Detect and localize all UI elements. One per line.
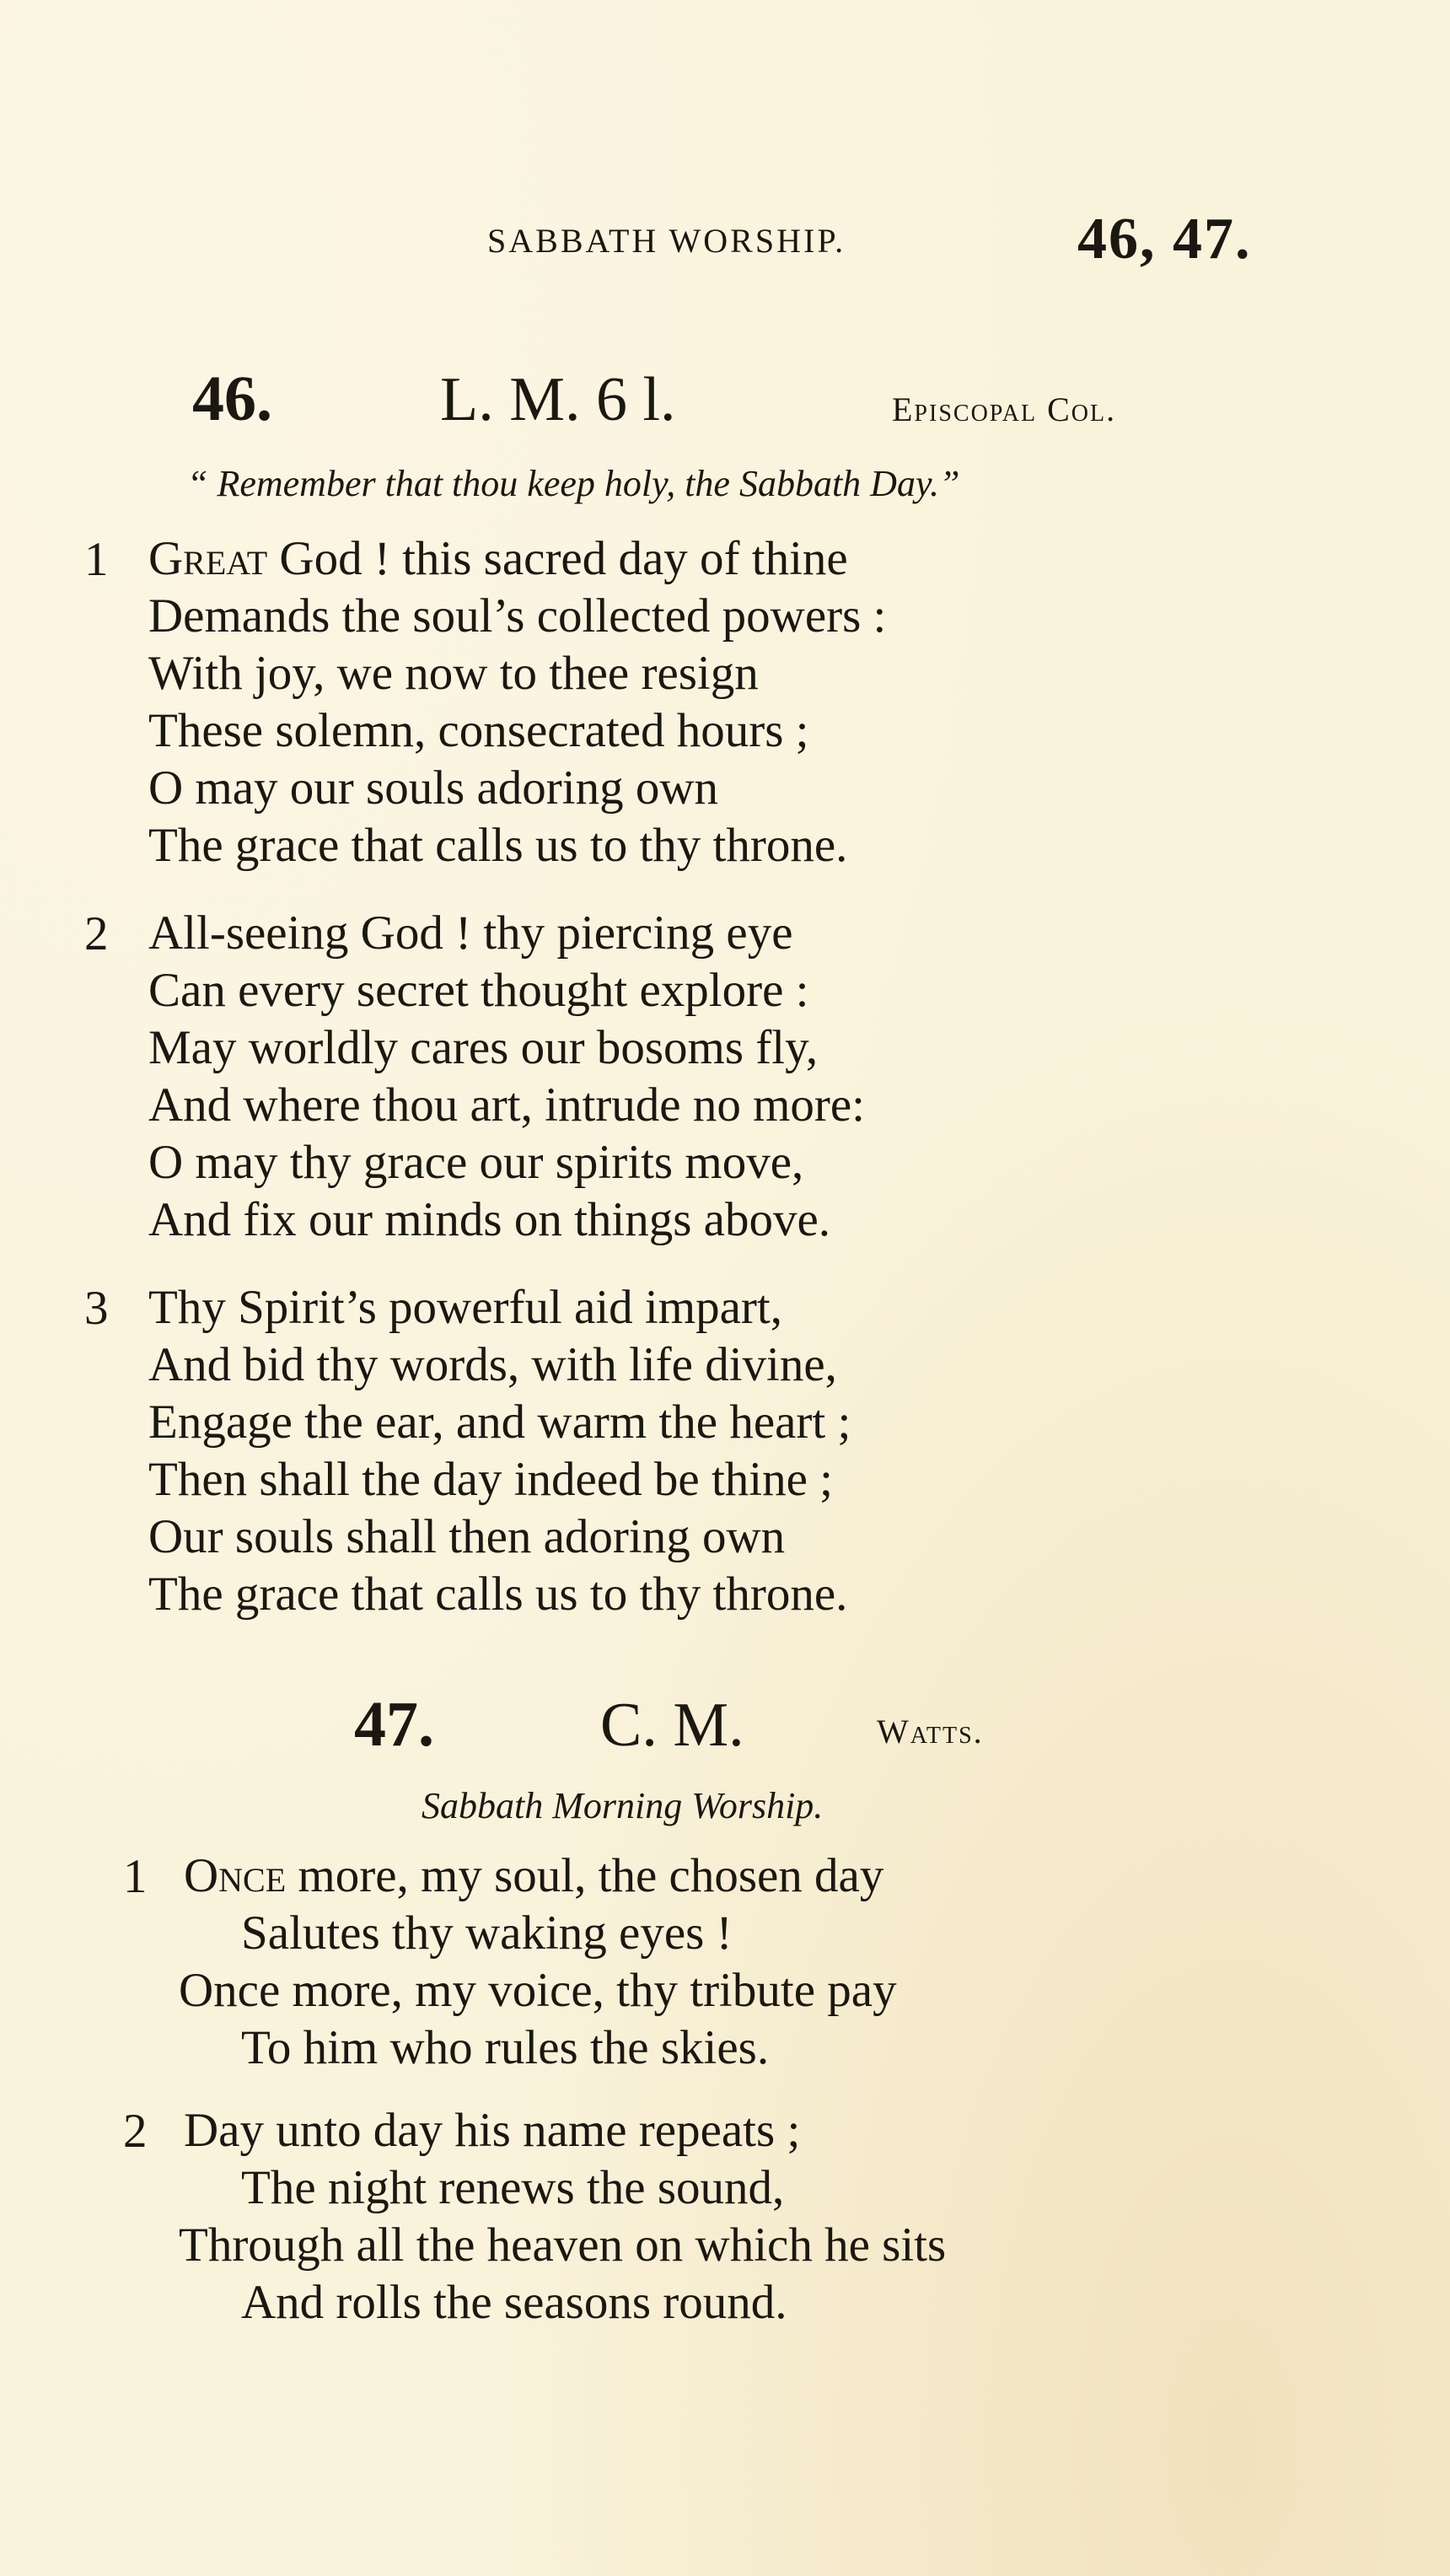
verse-line: All-seeing God ! thy piercing eye bbox=[148, 906, 793, 960]
verse-line: And fix our minds on things above. bbox=[148, 1193, 831, 1246]
first-word: Great bbox=[148, 532, 268, 585]
stanza-number: 1 bbox=[84, 533, 109, 586]
hymn-46-author: Episcopal Col. bbox=[892, 390, 1117, 428]
verse-line: Salutes thy waking eyes ! bbox=[241, 1906, 733, 1960]
stanza-number: 2 bbox=[123, 2105, 148, 2158]
verse-line bbox=[184, 1849, 884, 1902]
verse-line: Demands the soul’s collected powers : bbox=[148, 589, 887, 643]
verse-line: The night renews the sound, bbox=[241, 2161, 785, 2214]
verse-line: O may our souls adoring own bbox=[148, 761, 719, 815]
hymn-47-subtitle: Sabbath Morning Worship. bbox=[422, 1785, 824, 1826]
stanza-number: 3 bbox=[84, 1282, 109, 1335]
verse-line: Our souls shall then adoring own bbox=[148, 1510, 786, 1563]
verse-line: These solemn, consecrated hours ; bbox=[148, 704, 809, 757]
hymn-47-number: 47. bbox=[354, 1689, 434, 1760]
first-word: Once bbox=[184, 1849, 287, 1902]
first-line-rest: more, my soul, the chosen day bbox=[286, 1849, 884, 1902]
hymn-46-meter: L. M. 6 l. bbox=[440, 365, 676, 434]
verse-line: And where thou art, intrude no more: bbox=[148, 1078, 866, 1132]
verse-line: May worldly cares our bosoms fly, bbox=[148, 1021, 819, 1074]
verse-line: Once more, my voice, thy tribute pay bbox=[179, 1964, 897, 2017]
first-line-rest: God ! this sacred day of thine bbox=[267, 532, 848, 585]
verse-line: Can every secret thought explore : bbox=[148, 964, 809, 1017]
verse-line: To him who rules the skies. bbox=[241, 2021, 770, 2074]
verse-line: Then shall the day indeed be thine ; bbox=[148, 1453, 833, 1506]
running-title: SABBATH WORSHIP. bbox=[487, 222, 846, 260]
hymn-46-number: 46. bbox=[192, 363, 272, 434]
stanza-number: 2 bbox=[84, 907, 109, 960]
hymn-46-subtitle: “ Remember that thou keep holy, the Sabbath Day.” bbox=[187, 463, 960, 504]
hymn-47-meter: C. M. bbox=[600, 1691, 744, 1760]
verse-line: Engage the ear, and warm the heart ; bbox=[148, 1396, 851, 1449]
stanza-number: 1 bbox=[123, 1850, 148, 1903]
verse-line: With joy, we now to thee resign bbox=[148, 647, 759, 700]
verse-line: The grace that calls us to thy throne. bbox=[148, 1568, 848, 1621]
verse-line: O may thy grace our spirits move, bbox=[148, 1136, 804, 1189]
verse-line: Through all the heaven on which he sits bbox=[179, 2218, 947, 2272]
verse-line: Day unto day his name repeats ; bbox=[184, 2104, 801, 2157]
hymn-47-author: Watts. bbox=[877, 1713, 984, 1750]
verse-line: And bid thy words, with life divine, bbox=[148, 1338, 837, 1391]
verse-line: The grace that calls us to thy throne. bbox=[148, 819, 848, 872]
verse-line: Thy Spirit’s powerful aid impart, bbox=[148, 1281, 782, 1334]
verse-line: And rolls the seasons round. bbox=[241, 2276, 787, 2329]
page-numbers: 46, 47. bbox=[1077, 207, 1252, 272]
verse-line bbox=[148, 532, 848, 585]
